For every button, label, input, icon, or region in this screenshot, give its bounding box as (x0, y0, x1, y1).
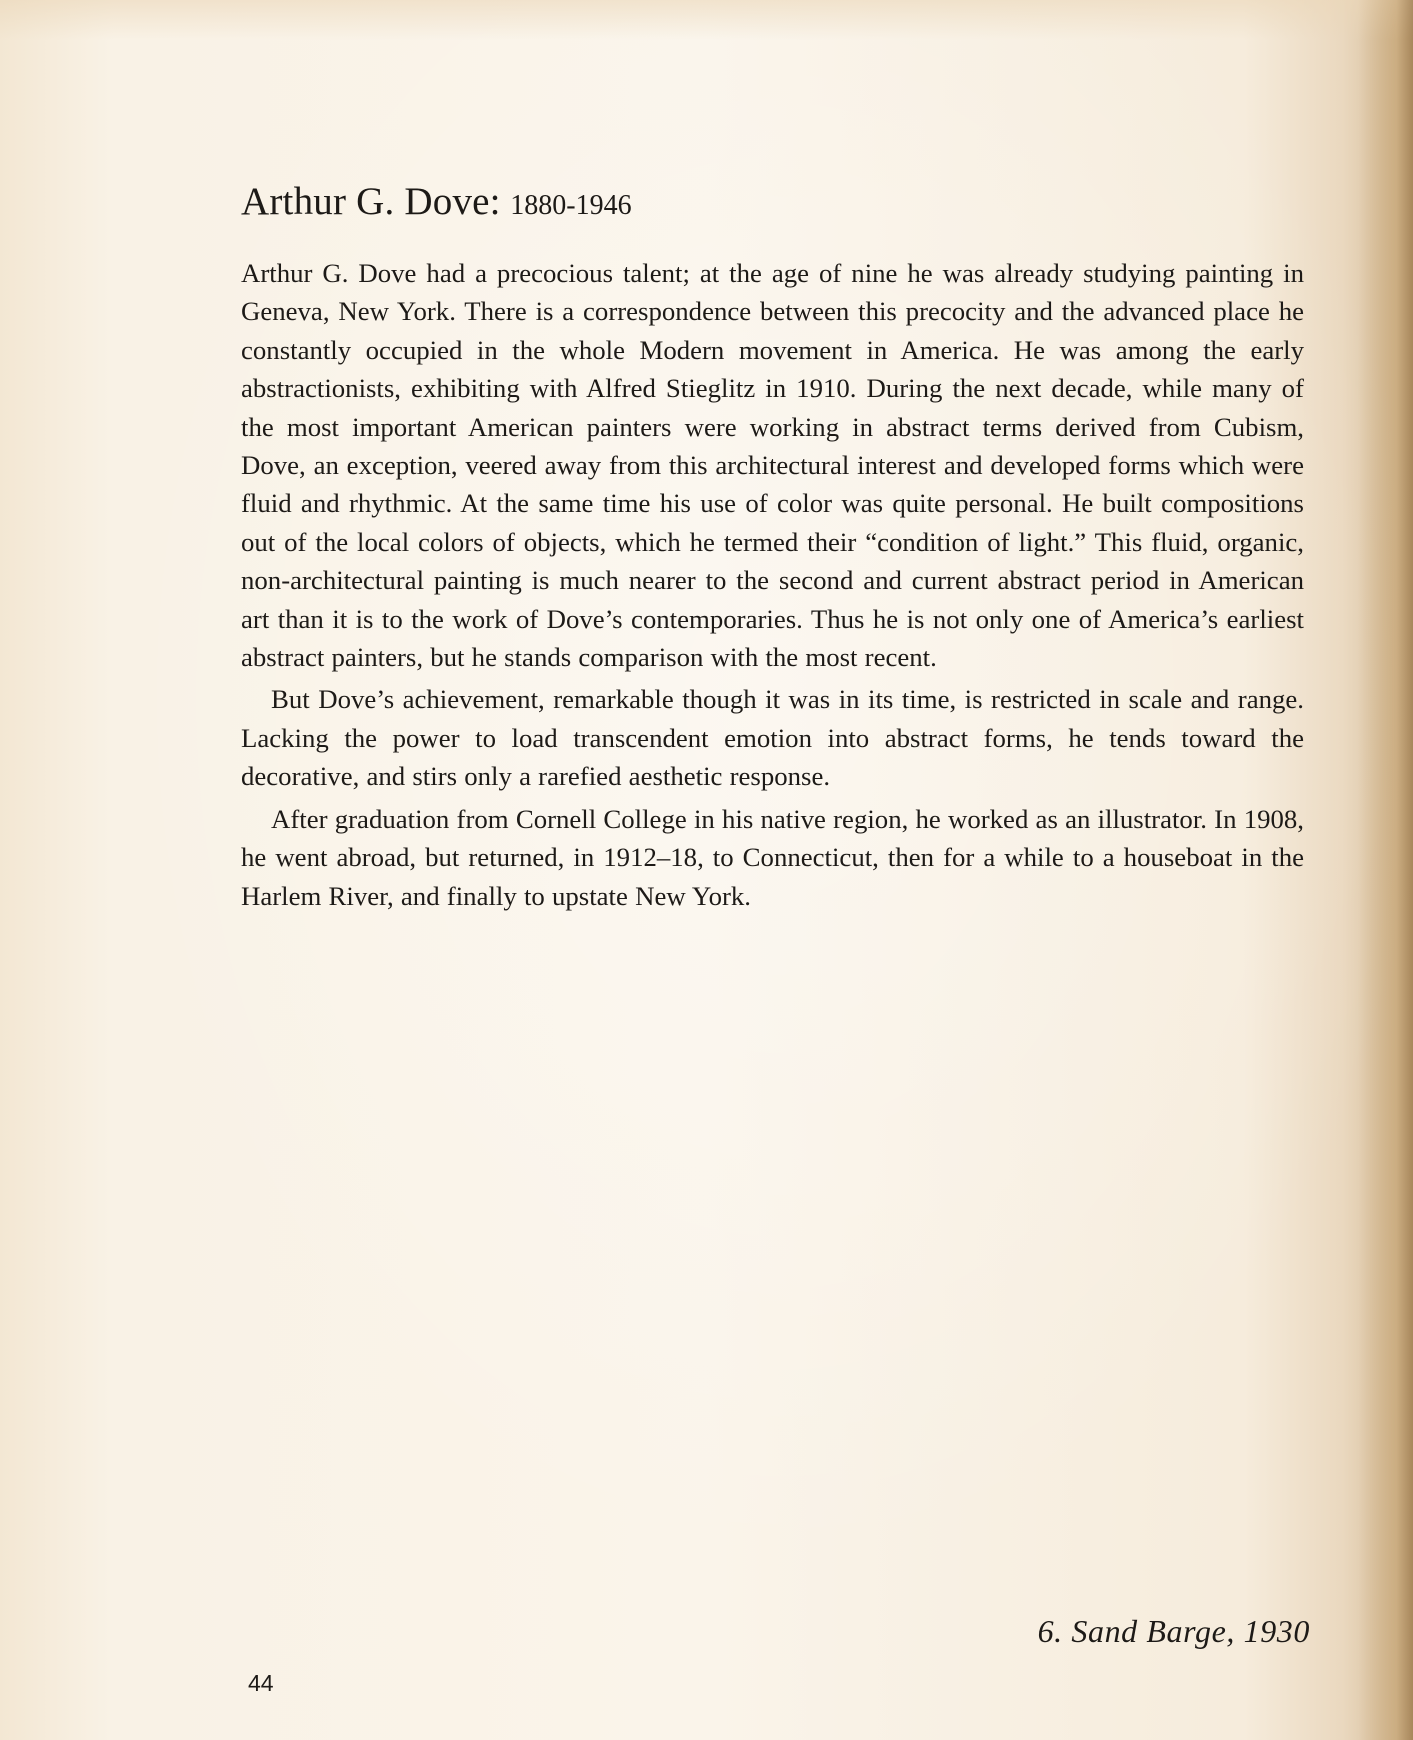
paragraph-3: After graduation from Cornell College in his native region, he worked as an illustrator. In 1908, he went abroad, but returned, in 1912–18, to Connecticut, then for a while to a houseboat in the Harlem River, and finally to upstate New York. (241, 803, 1304, 911)
plate-caption: 6. Sand Barge, 1930 (1037, 1613, 1310, 1649)
page-number: 44 (248, 1670, 274, 1696)
article-body (241, 254, 1304, 915)
article-heading (241, 178, 632, 230)
paragraph-2: But Dove’s achievement, remarkable though it was in its time, is restricted in scale and range. Lacking the power to load transcendent emotion into abstract forms, he tends toward the decorative, and stirs only a rarefied aesthetic response. (241, 684, 1304, 792)
heading-separator: : (489, 180, 501, 223)
artist-dates: 1880-1946 (510, 190, 632, 221)
paragraph-1: Arthur G. Dove had a precocious talent; at the age of nine he was already studying painting in Geneva, New York. There is a correspondence between this precocity and the advanced place he constantly occupied in the whole Modern movement in America. He was among the early abstractionists, exhibiting with Alfred Stieglitz in 1910. During the next decade, while many of the most important American painters were working in abstract terms derived from Cubism, Dove, an exception, veered away from this architectural interest and developed forms which were fluid and rhythmic. At the same time his use of color was quite personal. He built compositions out of the local colors of objects, which he termed their “condition of light.” This fluid, organic, non-architectural painting is much nearer to the second and current abstract period in American art than it is to the work of Dove’s contemporaries. Thus he is not only one of America’s earliest abstract painters, but he stands comparison with the most recent. (241, 258, 1304, 673)
artist-name: Arthur G. Dove (241, 180, 490, 223)
